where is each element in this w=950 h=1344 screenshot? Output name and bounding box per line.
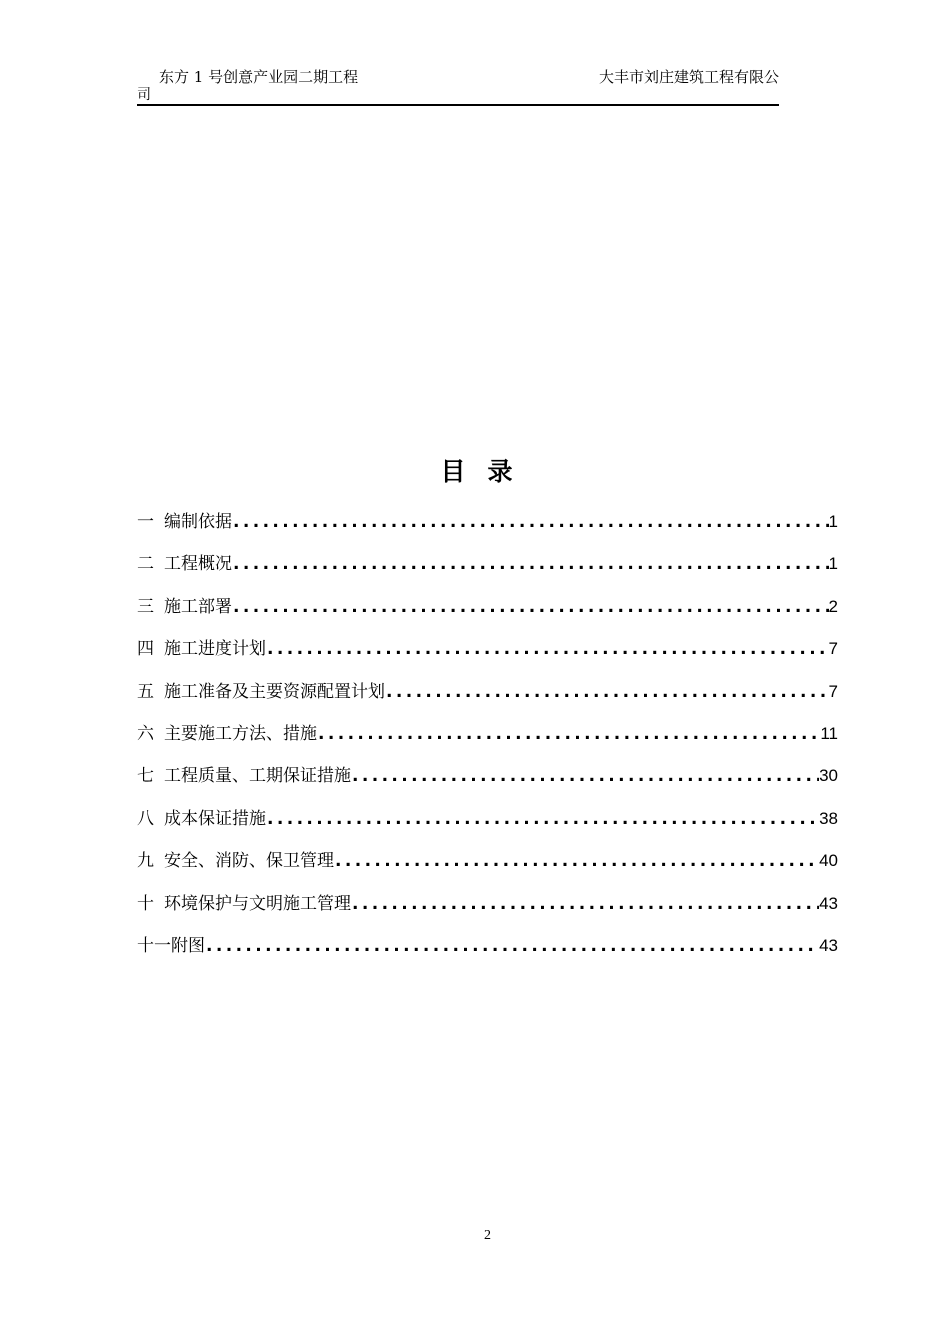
toc-entry-title: 施工进度计划 [164, 639, 266, 660]
page-header [137, 66, 779, 106]
page-number: 2 [484, 1228, 491, 1243]
toc-entry-page: 38 [819, 808, 838, 828]
toc-entry-page: 7 [828, 639, 838, 659]
toc-title: 目录 [440, 457, 535, 486]
toc-entry-number: 三 [137, 596, 154, 617]
toc-entry-title: 工程质量、工期保证措施 [164, 766, 351, 787]
toc-entry-number: 六 [137, 723, 154, 744]
toc-entry[interactable] [137, 543, 838, 585]
toc-entry[interactable] [137, 925, 838, 967]
toc-entry[interactable] [137, 755, 838, 797]
toc-dot-leader [351, 755, 819, 797]
toc-entry-title: 成本保证措施 [164, 808, 266, 829]
toc-dot-leader [266, 798, 819, 840]
toc-dot-leader [317, 713, 820, 755]
toc-entry[interactable] [137, 628, 838, 670]
toc-entry[interactable] [137, 586, 838, 628]
toc-entry-number: 十 [137, 893, 154, 914]
toc-entry-number: 九 [137, 851, 154, 872]
toc-dot-leader [232, 543, 829, 585]
toc-entry-title: 附图 [171, 935, 205, 956]
toc-entry-title: 工程概况 [164, 554, 232, 575]
toc-entry-page: 43 [819, 893, 838, 913]
toc-entry-number: 十一 [137, 935, 171, 956]
toc-entry-page: 1 [828, 512, 838, 531]
toc-entry-page: 11 [820, 723, 838, 743]
toc-entry-page: 40 [819, 851, 838, 871]
toc-entry-number: 一 [137, 512, 154, 532]
toc-entry-page: 1 [828, 554, 838, 574]
toc-entry-title: 安全、消防、保卫管理 [164, 851, 334, 872]
toc-entry-title: 环境保护与文明施工管理 [164, 893, 351, 914]
toc-entry-page: 7 [828, 681, 838, 701]
header-company-name-wrap: 司 [137, 87, 151, 103]
toc-entry-page: 30 [819, 766, 838, 786]
toc-entry-title: 主要施工方法、措施 [164, 723, 317, 744]
toc-entry[interactable] [137, 671, 838, 713]
toc-list [137, 501, 838, 967]
toc-entry-number: 五 [137, 681, 154, 702]
toc-entry[interactable] [137, 883, 838, 925]
header-project-name: 东方 1 号创意产业园二期工程 [159, 68, 359, 86]
toc-dot-leader [351, 883, 819, 925]
toc-entry-number: 二 [137, 554, 154, 575]
toc-entry-page: 43 [819, 935, 838, 955]
toc-entry-number: 八 [137, 808, 154, 829]
toc-entry[interactable] [137, 798, 838, 840]
toc-entry[interactable] [137, 713, 838, 755]
toc-dot-leader [385, 671, 829, 713]
toc-entry[interactable] [137, 501, 838, 543]
toc-dot-leader [334, 840, 819, 882]
toc-dot-leader [232, 501, 829, 543]
toc-dot-leader [232, 586, 829, 628]
toc-entry-title: 编制依据 [164, 512, 232, 532]
toc-entry-title: 施工准备及主要资源配置计划 [164, 681, 385, 702]
toc-entry-number: 四 [137, 639, 154, 660]
toc-dot-leader [266, 628, 829, 670]
toc-entry-number: 七 [137, 766, 154, 787]
header-company-name: 大丰市刘庄建筑工程有限公 [598, 68, 779, 86]
toc-entry-title: 施工部署 [164, 596, 232, 617]
toc-dot-leader [205, 925, 819, 967]
toc-entry[interactable] [137, 840, 838, 882]
toc-entry-page: 2 [828, 596, 838, 616]
